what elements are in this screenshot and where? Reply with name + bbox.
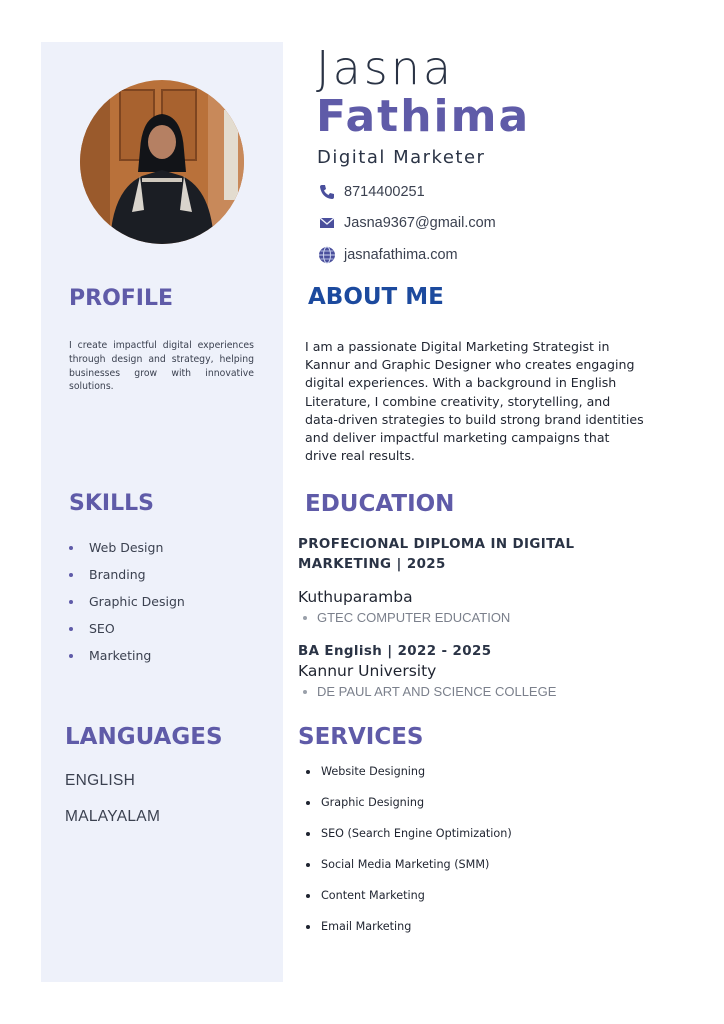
services-list [306,762,512,948]
list-item: Website Designing [306,762,512,793]
bullet-icon [303,690,307,694]
profile-text: I create impactful digital experiences through design and strategy, helping businesses grow with innovative solutions. [69,340,254,393]
last-name: Fathima [316,91,531,142]
list-item: Branding [69,565,185,592]
list-item: Graphic Designing [306,793,512,824]
education-institution [303,684,556,699]
job-title: Digital Marketer [317,147,486,168]
education-place: Kuthuparamba [298,588,413,606]
about-text: I am a passionate Digital Marketing Strategist in Kannur and Graphic Designer who creates engaging digital experiences. With a background in English Literature, I combine creativity, storytelling, and data-driven strategies to build strong brand identities and deliver impactful marketing campaigns that drive real results. [305,339,644,464]
first-name: Jasna [316,41,455,95]
institution-name: GTEC COMPUTER EDUCATION [317,610,511,625]
list-item: Email Marketing [306,917,512,948]
list-item: SEO [69,619,185,646]
institution-name: DE PAUL ART AND SCIENCE COLLEGE [317,684,557,699]
education-heading: EDUCATION [305,491,455,517]
contact-website [318,245,458,265]
profile-photo [80,80,244,244]
skills-list [69,538,185,673]
education-title: BA English | 2022 - 2025 [298,644,492,659]
list-item: Content Marketing [306,886,512,917]
phone-number[interactable]: 8714400251 [344,184,425,200]
skills-heading: SKILLS [69,491,154,516]
list-item: SEO (Search Engine Optimization) [306,824,512,855]
list-item: Web Design [69,538,185,565]
mail-icon [318,214,336,232]
list-item: Marketing [69,646,185,673]
languages-heading: LANGUAGES [65,724,223,750]
contact-email [318,213,496,233]
contact-phone [318,182,425,202]
language-item: MALAYALAM [65,808,161,825]
about-heading: ABOUT ME [308,284,444,310]
website-link[interactable]: jasnafathima.com [344,247,458,263]
education-title: PROFECIONAL DIPLOMA IN DIGITAL MARKETING | 2025 [298,537,575,572]
profile-heading: PROFILE [69,286,174,311]
list-item: Social Media Marketing (SMM) [306,855,512,886]
services-heading: SERVICES [298,724,424,750]
bullet-icon [303,616,307,620]
globe-icon [318,246,336,264]
language-item: ENGLISH [65,772,136,789]
education-institution [303,610,510,625]
list-item: Graphic Design [69,592,185,619]
phone-icon [318,183,336,201]
education-place: Kannur University [298,662,437,680]
email-address[interactable]: Jasna9367@gmail.com [344,215,496,231]
